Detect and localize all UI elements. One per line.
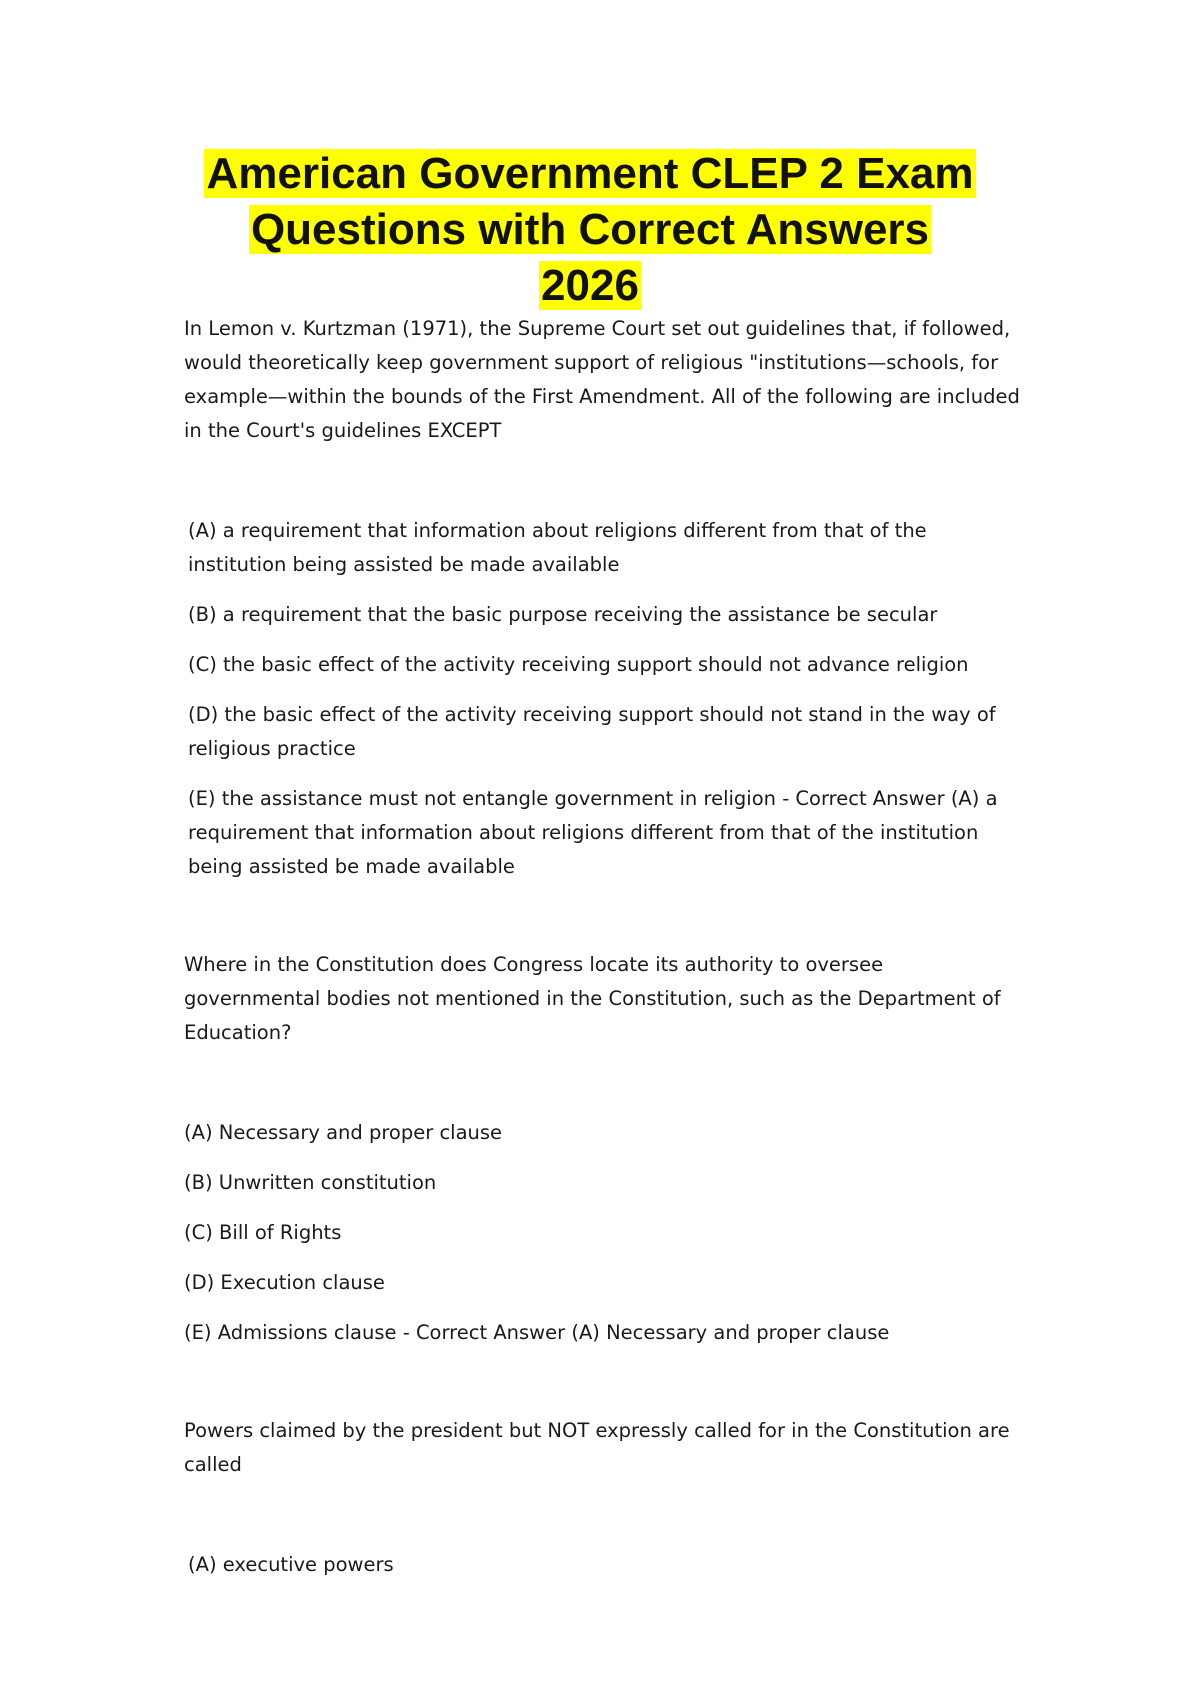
answer-option: (A) a requirement that information about religions different from that of the institution being assisted be made available [188, 519, 927, 576]
answer-option: (A) executive powers [188, 1553, 394, 1576]
title-line-3: 2026 [541, 261, 639, 310]
answer-option: (D) the basic effect of the activity receiving support should not stand in the way of religious practice [188, 703, 996, 760]
question-prompt: Powers claimed by the president but NOT expressly called for in the Constitution are called [184, 1419, 1010, 1476]
question-prompt: Where in the Constitution does Congress locate its authority to oversee governmental bodies not mentioned in the Constitution, such as the Department of Education? [184, 953, 1001, 1044]
question-block [184, 1414, 1024, 1582]
title-line-2: Questions with Correct Answers [250, 205, 930, 254]
answer-option: (A) Necessary and proper clause [184, 1121, 503, 1144]
answer-option-with-correct-answer: (E) the assistance must not entangle government in religion - Correct Answer (A) a requirement that information about religions different from that of the institution being assisted be made available [188, 787, 998, 878]
document-body [184, 312, 1024, 1582]
answer-option: (B) Unwritten constitution [184, 1171, 437, 1194]
answer-option: (C) the basic effect of the activity receiving support should not advance religion [188, 653, 969, 676]
question-block [184, 948, 1024, 1350]
answer-option: (D) Execution clause [184, 1271, 385, 1294]
document-title [150, 146, 1030, 314]
question-prompt: In Lemon v. Kurtzman (1971), the Supreme Court set out guidelines that, if followed, would theoretically keep government support of religious "institutions—schools, for example—within the bounds of the First Amendment. All of the following are included in the Court's guidelines EXCEPT [184, 317, 1020, 442]
question-block [184, 312, 1024, 884]
answer-option: (B) a requirement that the basic purpose receiving the assistance be secular [188, 603, 938, 626]
title-line-1: American Government CLEP 2 Exam [206, 149, 974, 198]
answer-option: (C) Bill of Rights [184, 1221, 342, 1244]
answer-option-with-correct-answer: (E) Admissions clause - Correct Answer (A) Necessary and proper clause [184, 1321, 890, 1344]
